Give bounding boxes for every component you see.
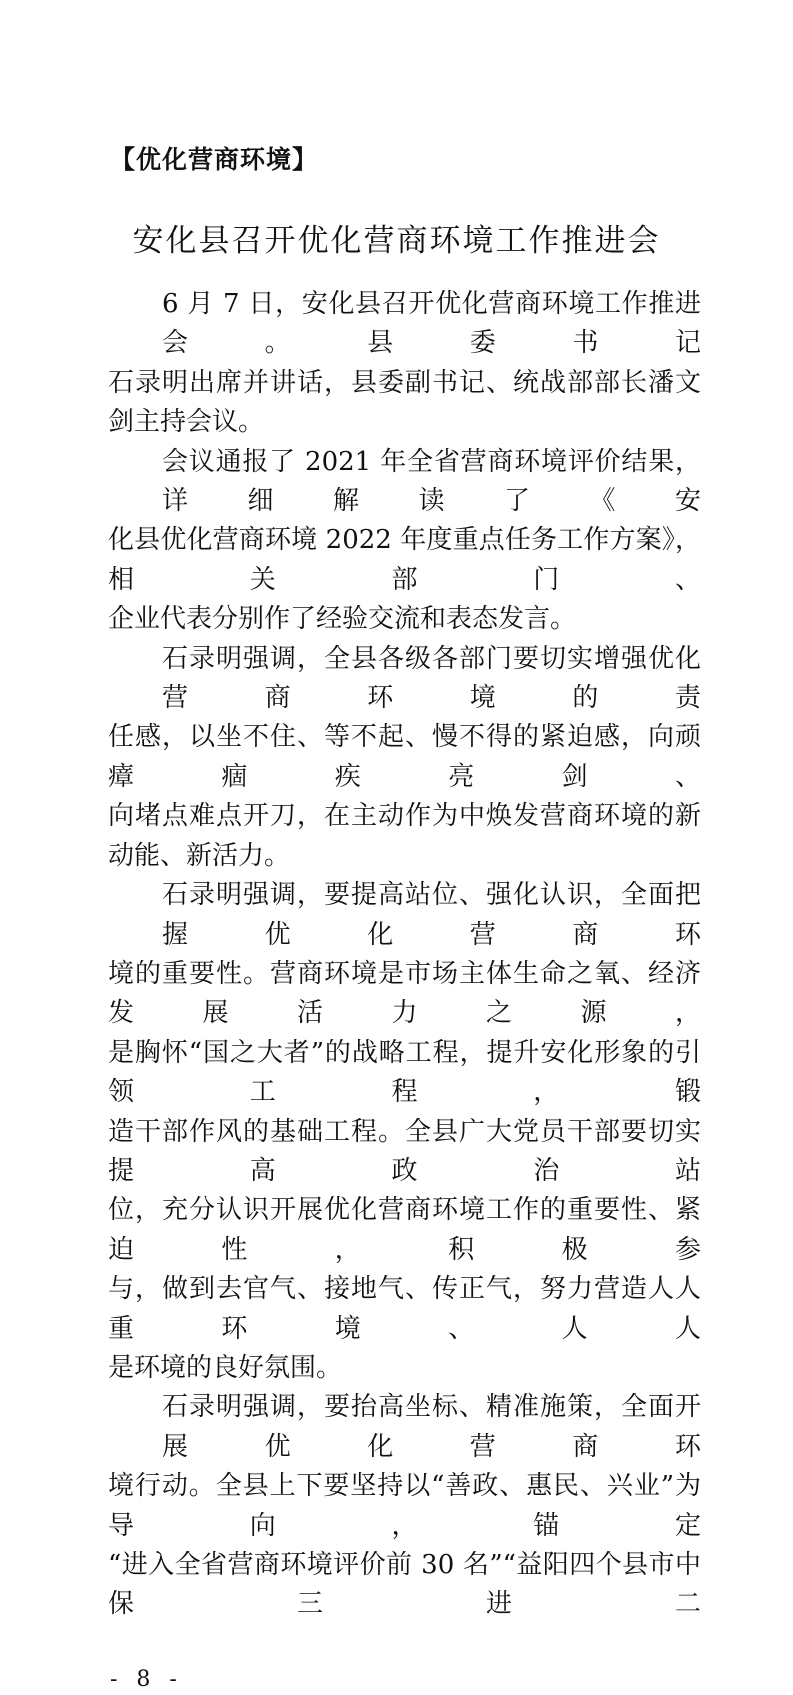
text-line: 石录明强调，要抬高坐标、精准施策，全面开展优化营商环 (162, 1392, 701, 1462)
text-line: 石录明强调，要提高站位、强化认识，全面把握优化营商环 (162, 880, 701, 950)
article-title: 安化县召开优化营商环境工作推进会 (132, 223, 661, 259)
paragraph (108, 285, 701, 443)
text-line: 企业代表分别作了经验交流和表态发言。 (108, 604, 577, 635)
text-line: 造干部作风的基础工程。全县广大党员干部要切实提高政治站 (108, 1116, 701, 1186)
article-body (108, 285, 701, 1625)
text-line: 向堵点难点开刀，在主动作为中焕发营商环境的新动能、新活力。 (108, 801, 701, 871)
text-line: 是环境的良好氛围。 (108, 1352, 343, 1383)
paragraph (108, 640, 701, 876)
text-line: 境的重要性。营商环境是市场主体生命之氧、经济发展活力之源， (108, 958, 701, 1029)
paragraph (108, 876, 701, 1388)
text-line: 位，充分认识开展优化营商环境工作的重要性、紧迫性，积极参 (108, 1195, 701, 1265)
paragraph (108, 443, 701, 640)
text-line: 6 月 7 日，安化县召开优化营商环境工作推进会。县委书记 (162, 289, 701, 359)
paragraph (108, 1388, 701, 1624)
text-line: 会议通报了 2021 年全省营商环境评价结果，详细解读了《安 (162, 446, 701, 517)
text-line: 任感，以坐不住、等不起、慢不得的紧迫感，向顽瘴痼疾亮剑、 (108, 722, 701, 792)
text-line: 石录明强调，全县各级各部门要切实增强优化营商环境的责 (162, 643, 701, 714)
text-line: 化县优化营商环境 2022 年度重点任务工作方案》，相关部门、 (108, 525, 701, 595)
text-line: 与，做到去官气、接地气、传正气，努力营造人人重环境、人人 (108, 1274, 701, 1344)
text-line: 是胸怀“国之大者”的战略工程，提升安化形象的引领工程，锻 (108, 1037, 701, 1108)
section-tag: 【优化营商环境】 (110, 145, 319, 174)
text-line: 境行动。全县上下要坚持以“善政、惠民、兴业”为导向，锚定 (108, 1471, 701, 1541)
text-line: “进入全省营商环境评价前 30 名”“益阳四个县市中保三进二 (108, 1550, 701, 1620)
text-line: 石录明出席并讲话，县委副书记、统战部部长潘文剑主持会议。 (108, 367, 701, 438)
page-number: - 8 - (110, 1666, 183, 1692)
